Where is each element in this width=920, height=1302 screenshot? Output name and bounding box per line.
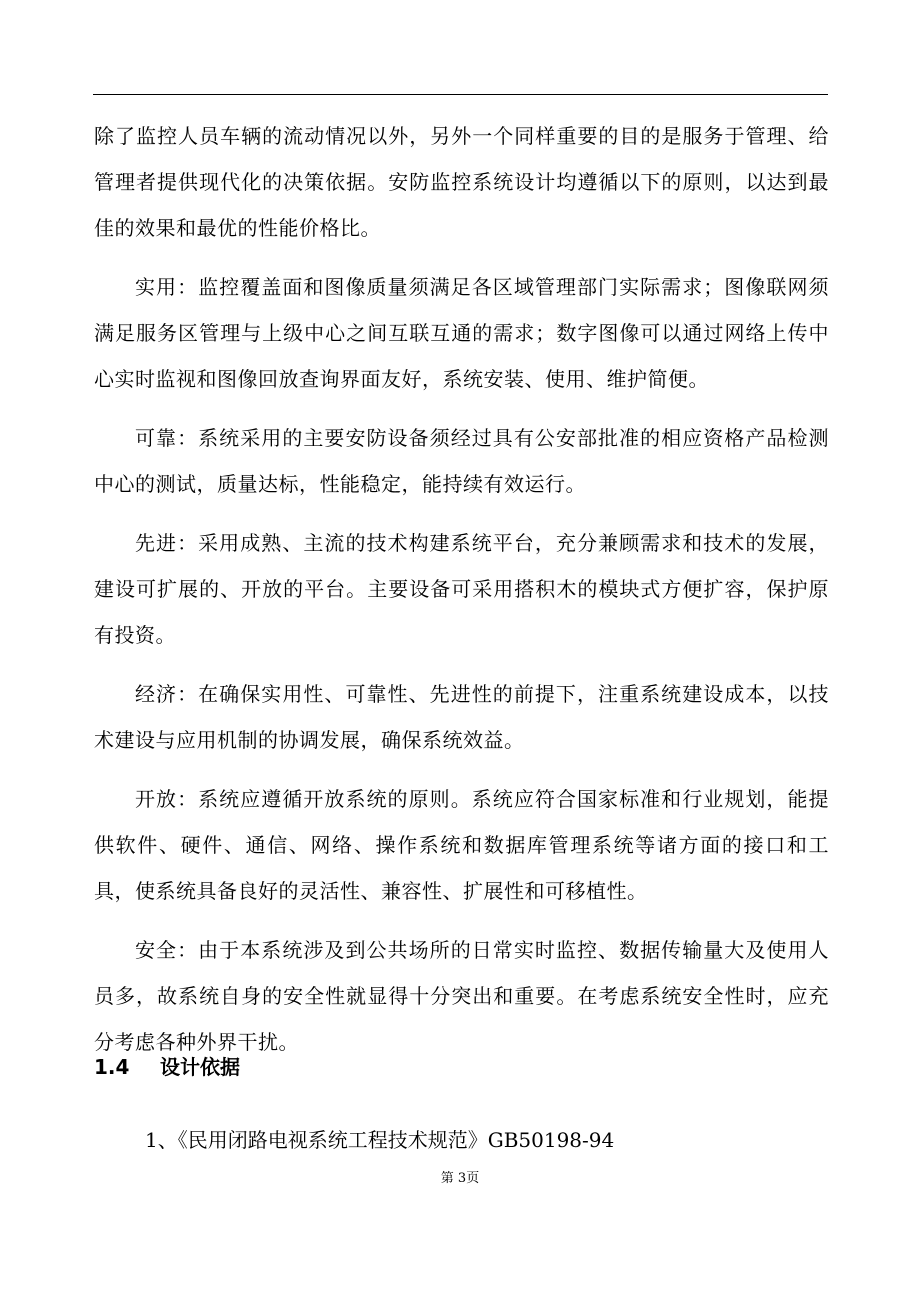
reference-item: 1、《民用闭路电视系统工程技术规范》GB50198-94 [145,1128,615,1152]
paragraph-reliable: 可靠：系统采用的主要安防设备须经过具有公安部批准的相应资格产品检测中心的测试，质量达标，性能稳定，能持续有效运行。 [94,426,829,496]
section-title: 设计依据 [160,1055,240,1079]
paragraph-intro: 除了监控人员车辆的流动情况以外，另外一个同样重要的目的是服务于管理、给管理者提供现代化的决策依据。安防监控系统设计均遵循以下的原则，以达到最佳的效果和最优的性能价格比。 [94,124,829,240]
header-rule [93,94,828,95]
paragraph-security: 安全：由于本系统涉及到公共场所的日常实时监控、数据传输量大及使用人员多，故系统自身的安全性就显得十分突出和重要。在考虑系统安全性时，应充分考虑各种外界干扰。 [94,938,829,1054]
paragraph-advanced: 先进：采用成熟、主流的技术构建系统平台，充分兼顾需求和技术的发展，建设可扩展的、开放的平台。主要设备可采用搭积木的模块式方便扩容，保护原有投资。 [94,531,829,647]
body-text [94,113,829,1078]
section-number: 1.4 [94,1055,130,1079]
paragraph-open: 开放：系统应遵循开放系统的原则。系统应符合国家标准和行业规划，能提供软件、硬件、通信、网络、操作系统和数据库管理系统等诸方面的接口和工具，使系统具备良好的灵活性、兼容性、扩展性和可移植性。 [94,787,829,903]
section-heading [94,1045,240,1089]
paragraph-economical: 经济：在确保实用性、可靠性、先进性的前提下，注重系统建设成本，以技术建设与应用机制的协调发展，确保系统效益。 [94,682,829,752]
page-number: 第 3页 [440,1171,480,1186]
paragraph-practical: 实用：监控覆盖面和图像质量须满足各区域管理部门实际需求；图像联网须满足服务区管理与上级中心之间互联互通的需求；数字图像可以通过网络上传中心实时监视和图像回放查询界面友好，系统安装、使用、维护简便。 [94,275,829,391]
